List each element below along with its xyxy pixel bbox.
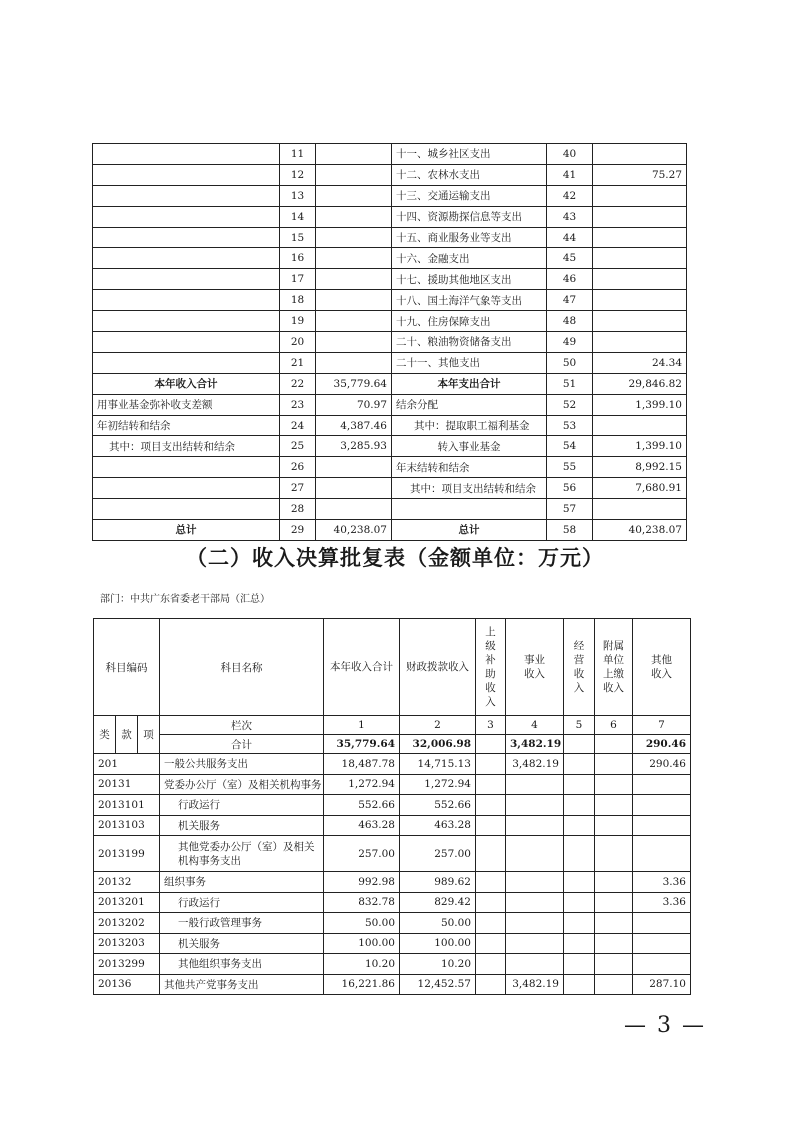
summary-left-value <box>316 457 392 478</box>
summary-row <box>93 352 687 373</box>
summary-left-value <box>316 227 392 248</box>
summary-row <box>93 144 687 165</box>
row-name: 行政运行 <box>160 795 324 816</box>
row-business <box>506 933 564 954</box>
summary-left-value <box>316 164 392 185</box>
row-total: 100.00 <box>324 933 400 954</box>
header-fiscal: 财政拨款收入 <box>400 619 476 716</box>
col-number-3: 3 <box>476 716 506 735</box>
row-code: 2013199 <box>94 836 160 872</box>
row-other <box>633 774 691 795</box>
col-number-2: 2 <box>400 716 476 735</box>
col-number-4: 4 <box>506 716 564 735</box>
row-operating <box>564 774 595 795</box>
row-other <box>633 933 691 954</box>
row-operating <box>564 836 595 872</box>
summary-row <box>93 436 687 457</box>
row-fiscal: 552.66 <box>400 795 476 816</box>
table-row <box>94 774 691 795</box>
total-row-operating <box>564 735 595 754</box>
table-row <box>94 954 691 975</box>
summary-left-value: 35,779.64 <box>316 373 392 394</box>
summary-right-label: 总计 <box>392 520 547 541</box>
total-row-business: 3,482.19 <box>506 735 564 754</box>
summary-right-no: 51 <box>547 373 593 394</box>
summary-right-value: 29,846.82 <box>593 373 687 394</box>
summary-row <box>93 415 687 436</box>
summary-left-value <box>316 352 392 373</box>
row-operating <box>564 933 595 954</box>
summary-right-value <box>593 290 687 311</box>
summary-right-no: 40 <box>547 144 593 165</box>
summary-right-label <box>392 499 547 520</box>
summary-left-value: 3,285.93 <box>316 436 392 457</box>
table-row <box>94 836 691 872</box>
summary-right-label: 十九、住房保障支出 <box>392 311 547 332</box>
summary-right-label: 十二、农林水支出 <box>392 164 547 185</box>
summary-right-label: 年末结转和结余 <box>392 457 547 478</box>
summary-right-value: 1,399.10 <box>593 436 687 457</box>
row-other: 290.46 <box>633 754 691 775</box>
row-code: 201 <box>94 754 160 775</box>
row-affiliated <box>595 795 633 816</box>
header-operating: 经营收入 <box>564 619 595 716</box>
row-fiscal: 829.42 <box>400 892 476 913</box>
row-superior <box>476 913 506 934</box>
table-row <box>94 815 691 836</box>
row-fiscal: 100.00 <box>400 933 476 954</box>
row-affiliated <box>595 913 633 934</box>
table-row <box>94 974 691 995</box>
summary-left-label <box>93 311 280 332</box>
summary-left-no: 28 <box>280 499 316 520</box>
row-operating <box>564 892 595 913</box>
summary-right-no: 57 <box>547 499 593 520</box>
summary-right-no: 58 <box>547 520 593 541</box>
row-name: 其他党委办公厅（室）及相关机构事务支出 <box>160 836 324 872</box>
header-other: 其他收入 <box>633 619 691 716</box>
summary-left-value <box>316 248 392 269</box>
row-other <box>633 913 691 934</box>
summary-table <box>92 143 687 541</box>
detail-table-body <box>94 754 691 995</box>
row-name: 党委办公厅（室）及相关机构事务 <box>160 774 324 795</box>
row-code: 2013299 <box>94 954 160 975</box>
summary-left-value <box>316 269 392 290</box>
summary-row <box>93 457 687 478</box>
summary-left-label <box>93 227 280 248</box>
summary-left-label <box>93 248 280 269</box>
summary-left-value <box>316 290 392 311</box>
row-fiscal: 989.62 <box>400 872 476 893</box>
summary-right-value <box>593 185 687 206</box>
summary-right-label: 十一、城乡社区支出 <box>392 144 547 165</box>
row-affiliated <box>595 933 633 954</box>
header-lanci: 栏次 <box>160 716 324 735</box>
row-superior <box>476 872 506 893</box>
summary-right-no: 44 <box>547 227 593 248</box>
header-business: 事业收入 <box>506 619 564 716</box>
summary-row <box>93 520 687 541</box>
row-operating <box>564 795 595 816</box>
header-total: 本年收入合计 <box>324 619 400 716</box>
summary-row <box>93 499 687 520</box>
row-superior <box>476 836 506 872</box>
row-fiscal: 12,452.57 <box>400 974 476 995</box>
summary-right-label: 本年支出合计 <box>392 373 547 394</box>
summary-right-value <box>593 332 687 353</box>
summary-left-no: 14 <box>280 206 316 227</box>
summary-left-label <box>93 352 280 373</box>
summary-row <box>93 185 687 206</box>
row-total: 832.78 <box>324 892 400 913</box>
row-name: 机关服务 <box>160 815 324 836</box>
header-code: 科目编码 <box>94 619 160 716</box>
col-number-6: 6 <box>595 716 633 735</box>
summary-row <box>93 248 687 269</box>
row-fiscal: 257.00 <box>400 836 476 872</box>
summary-left-value <box>316 311 392 332</box>
row-other <box>633 815 691 836</box>
header-heji: 合计 <box>160 735 324 754</box>
header-affiliated: 附属单位上缴收入 <box>595 619 633 716</box>
summary-left-label <box>93 269 280 290</box>
row-total: 10.20 <box>324 954 400 975</box>
col-number-7: 7 <box>633 716 691 735</box>
summary-left-no: 12 <box>280 164 316 185</box>
page-number: — 3 — <box>624 1013 706 1038</box>
row-name: 其他组织事务支出 <box>160 954 324 975</box>
summary-row <box>93 478 687 499</box>
table-row <box>94 892 691 913</box>
row-operating <box>564 913 595 934</box>
summary-right-value <box>593 269 687 290</box>
summary-left-label: 用事业基金弥补收支差额 <box>93 394 280 415</box>
summary-left-no: 26 <box>280 457 316 478</box>
summary-left-label <box>93 457 280 478</box>
summary-left-no: 23 <box>280 394 316 415</box>
summary-left-no: 16 <box>280 248 316 269</box>
summary-right-value: 7,680.91 <box>593 478 687 499</box>
total-row-other: 290.46 <box>633 735 691 754</box>
row-other <box>633 954 691 975</box>
table-row <box>94 872 691 893</box>
summary-left-no: 17 <box>280 269 316 290</box>
row-name: 组织事务 <box>160 872 324 893</box>
summary-left-no: 13 <box>280 185 316 206</box>
summary-left-label: 本年收入合计 <box>93 373 280 394</box>
summary-right-no: 49 <box>547 332 593 353</box>
total-row-fiscal: 32,006.98 <box>400 735 476 754</box>
col-number-5: 5 <box>564 716 595 735</box>
row-affiliated <box>595 872 633 893</box>
summary-right-label: 十八、国土海洋气象等支出 <box>392 290 547 311</box>
row-name: 机关服务 <box>160 933 324 954</box>
row-operating <box>564 954 595 975</box>
summary-row <box>93 373 687 394</box>
row-name: 一般公共服务支出 <box>160 754 324 775</box>
row-business <box>506 954 564 975</box>
table-row <box>94 754 691 775</box>
summary-left-value <box>316 144 392 165</box>
row-superior <box>476 954 506 975</box>
summary-right-label: 结余分配 <box>392 394 547 415</box>
header-name: 科目名称 <box>160 619 324 716</box>
summary-left-value: 40,238.07 <box>316 520 392 541</box>
summary-left-no: 21 <box>280 352 316 373</box>
summary-left-label <box>93 499 280 520</box>
row-fiscal: 463.28 <box>400 815 476 836</box>
summary-left-label <box>93 290 280 311</box>
summary-left-label <box>93 164 280 185</box>
row-superior <box>476 974 506 995</box>
summary-row <box>93 164 687 185</box>
row-code: 2013203 <box>94 933 160 954</box>
row-other: 3.36 <box>633 892 691 913</box>
row-superior <box>476 774 506 795</box>
summary-row <box>93 290 687 311</box>
row-code: 2013101 <box>94 795 160 816</box>
summary-right-no: 55 <box>547 457 593 478</box>
row-affiliated <box>595 974 633 995</box>
summary-right-value: 24.34 <box>593 352 687 373</box>
summary-left-label <box>93 478 280 499</box>
row-superior <box>476 754 506 775</box>
summary-right-no: 46 <box>547 269 593 290</box>
summary-right-label: 十四、资源勘探信息等支出 <box>392 206 547 227</box>
summary-right-label: 二十、粮油物资储备支出 <box>392 332 547 353</box>
summary-left-label: 总计 <box>93 520 280 541</box>
row-name: 其他共产党事务支出 <box>160 974 324 995</box>
row-total: 1,272.94 <box>324 774 400 795</box>
summary-row <box>93 227 687 248</box>
summary-left-no: 24 <box>280 415 316 436</box>
row-fiscal: 50.00 <box>400 913 476 934</box>
summary-right-no: 43 <box>547 206 593 227</box>
row-other <box>633 836 691 872</box>
summary-left-label: 年初结转和结余 <box>93 415 280 436</box>
row-business <box>506 795 564 816</box>
row-total: 463.28 <box>324 815 400 836</box>
summary-left-label: 其中：项目支出结转和结余 <box>93 436 280 457</box>
row-affiliated <box>595 774 633 795</box>
summary-right-value <box>593 144 687 165</box>
total-row-superior <box>476 735 506 754</box>
header-lei: 类 <box>94 716 116 754</box>
summary-right-no: 56 <box>547 478 593 499</box>
summary-right-no: 47 <box>547 290 593 311</box>
summary-left-no: 19 <box>280 311 316 332</box>
table-row <box>94 913 691 934</box>
row-operating <box>564 974 595 995</box>
summary-left-no: 29 <box>280 520 316 541</box>
summary-right-value <box>593 227 687 248</box>
row-business <box>506 892 564 913</box>
summary-right-value <box>593 248 687 269</box>
summary-right-value: 8,992.15 <box>593 457 687 478</box>
row-affiliated <box>595 754 633 775</box>
summary-right-no: 54 <box>547 436 593 457</box>
summary-left-value <box>316 478 392 499</box>
row-total: 16,221.86 <box>324 974 400 995</box>
summary-right-value <box>593 415 687 436</box>
header-kuan: 款 <box>116 716 138 754</box>
summary-left-value <box>316 185 392 206</box>
table-row <box>94 795 691 816</box>
summary-right-value <box>593 499 687 520</box>
summary-right-label: 十三、交通运输支出 <box>392 185 547 206</box>
row-business: 3,482.19 <box>506 974 564 995</box>
summary-right-label: 其中：提取职工福利基金 <box>392 415 547 436</box>
summary-row <box>93 206 687 227</box>
row-fiscal: 1,272.94 <box>400 774 476 795</box>
row-superior <box>476 933 506 954</box>
summary-left-no: 20 <box>280 332 316 353</box>
summary-row <box>93 394 687 415</box>
row-superior <box>476 815 506 836</box>
summary-left-value <box>316 499 392 520</box>
summary-left-no: 11 <box>280 144 316 165</box>
summary-right-no: 48 <box>547 311 593 332</box>
table-row <box>94 933 691 954</box>
row-total: 552.66 <box>324 795 400 816</box>
row-superior <box>476 795 506 816</box>
row-operating <box>564 815 595 836</box>
row-business <box>506 774 564 795</box>
row-code: 20136 <box>94 974 160 995</box>
summary-left-no: 15 <box>280 227 316 248</box>
summary-right-no: 41 <box>547 164 593 185</box>
row-name: 一般行政管理事务 <box>160 913 324 934</box>
row-total: 50.00 <box>324 913 400 934</box>
row-business <box>506 836 564 872</box>
summary-left-value: 4,387.46 <box>316 415 392 436</box>
summary-right-label: 转入事业基金 <box>392 436 547 457</box>
summary-row <box>93 311 687 332</box>
row-business <box>506 815 564 836</box>
section-title: （二）收入决算批复表（金额单位：万元） <box>186 546 604 570</box>
row-fiscal: 14,715.13 <box>400 754 476 775</box>
row-code: 2013202 <box>94 913 160 934</box>
income-detail-table <box>93 618 691 995</box>
row-name: 行政运行 <box>160 892 324 913</box>
summary-right-no: 50 <box>547 352 593 373</box>
row-affiliated <box>595 815 633 836</box>
row-affiliated <box>595 836 633 872</box>
header-superior: 上级补助收入 <box>476 619 506 716</box>
summary-left-value: 70.97 <box>316 394 392 415</box>
summary-right-no: 52 <box>547 394 593 415</box>
summary-right-value: 40,238.07 <box>593 520 687 541</box>
summary-right-label: 二十一、其他支出 <box>392 352 547 373</box>
department-label: 部门：中共广东省委老干部局（汇总） <box>100 594 270 605</box>
row-code: 20131 <box>94 774 160 795</box>
total-row-affiliated <box>595 735 633 754</box>
summary-left-value <box>316 332 392 353</box>
summary-right-no: 42 <box>547 185 593 206</box>
row-total: 18,487.78 <box>324 754 400 775</box>
summary-left-label <box>93 206 280 227</box>
summary-table-body <box>93 144 687 541</box>
row-fiscal: 10.20 <box>400 954 476 975</box>
summary-right-value <box>593 311 687 332</box>
row-other: 3.36 <box>633 872 691 893</box>
col-number-1: 1 <box>324 716 400 735</box>
row-code: 2013201 <box>94 892 160 913</box>
row-code: 20132 <box>94 872 160 893</box>
summary-left-label <box>93 332 280 353</box>
row-other: 287.10 <box>633 974 691 995</box>
row-operating <box>564 754 595 775</box>
row-total: 257.00 <box>324 836 400 872</box>
summary-right-value: 75.27 <box>593 164 687 185</box>
row-affiliated <box>595 954 633 975</box>
summary-row <box>93 332 687 353</box>
summary-right-label: 十六、金融支出 <box>392 248 547 269</box>
summary-left-label <box>93 185 280 206</box>
summary-row <box>93 269 687 290</box>
header-xiang: 项 <box>138 716 160 754</box>
summary-right-label: 其中：项目支出结转和结余 <box>392 478 547 499</box>
row-affiliated <box>595 892 633 913</box>
total-row-total: 35,779.64 <box>324 735 400 754</box>
row-business <box>506 913 564 934</box>
summary-left-no: 18 <box>280 290 316 311</box>
row-total: 992.98 <box>324 872 400 893</box>
summary-left-value <box>316 206 392 227</box>
summary-left-label <box>93 144 280 165</box>
row-operating <box>564 872 595 893</box>
summary-right-label: 十七、援助其他地区支出 <box>392 269 547 290</box>
summary-right-no: 53 <box>547 415 593 436</box>
summary-right-no: 45 <box>547 248 593 269</box>
summary-right-value <box>593 206 687 227</box>
row-other <box>633 795 691 816</box>
row-superior <box>476 892 506 913</box>
row-business <box>506 872 564 893</box>
row-business: 3,482.19 <box>506 754 564 775</box>
summary-right-label: 十五、商业服务业等支出 <box>392 227 547 248</box>
summary-right-value: 1,399.10 <box>593 394 687 415</box>
summary-left-no: 22 <box>280 373 316 394</box>
detail-table-header <box>94 619 691 754</box>
summary-left-no: 25 <box>280 436 316 457</box>
row-code: 2013103 <box>94 815 160 836</box>
summary-left-no: 27 <box>280 478 316 499</box>
